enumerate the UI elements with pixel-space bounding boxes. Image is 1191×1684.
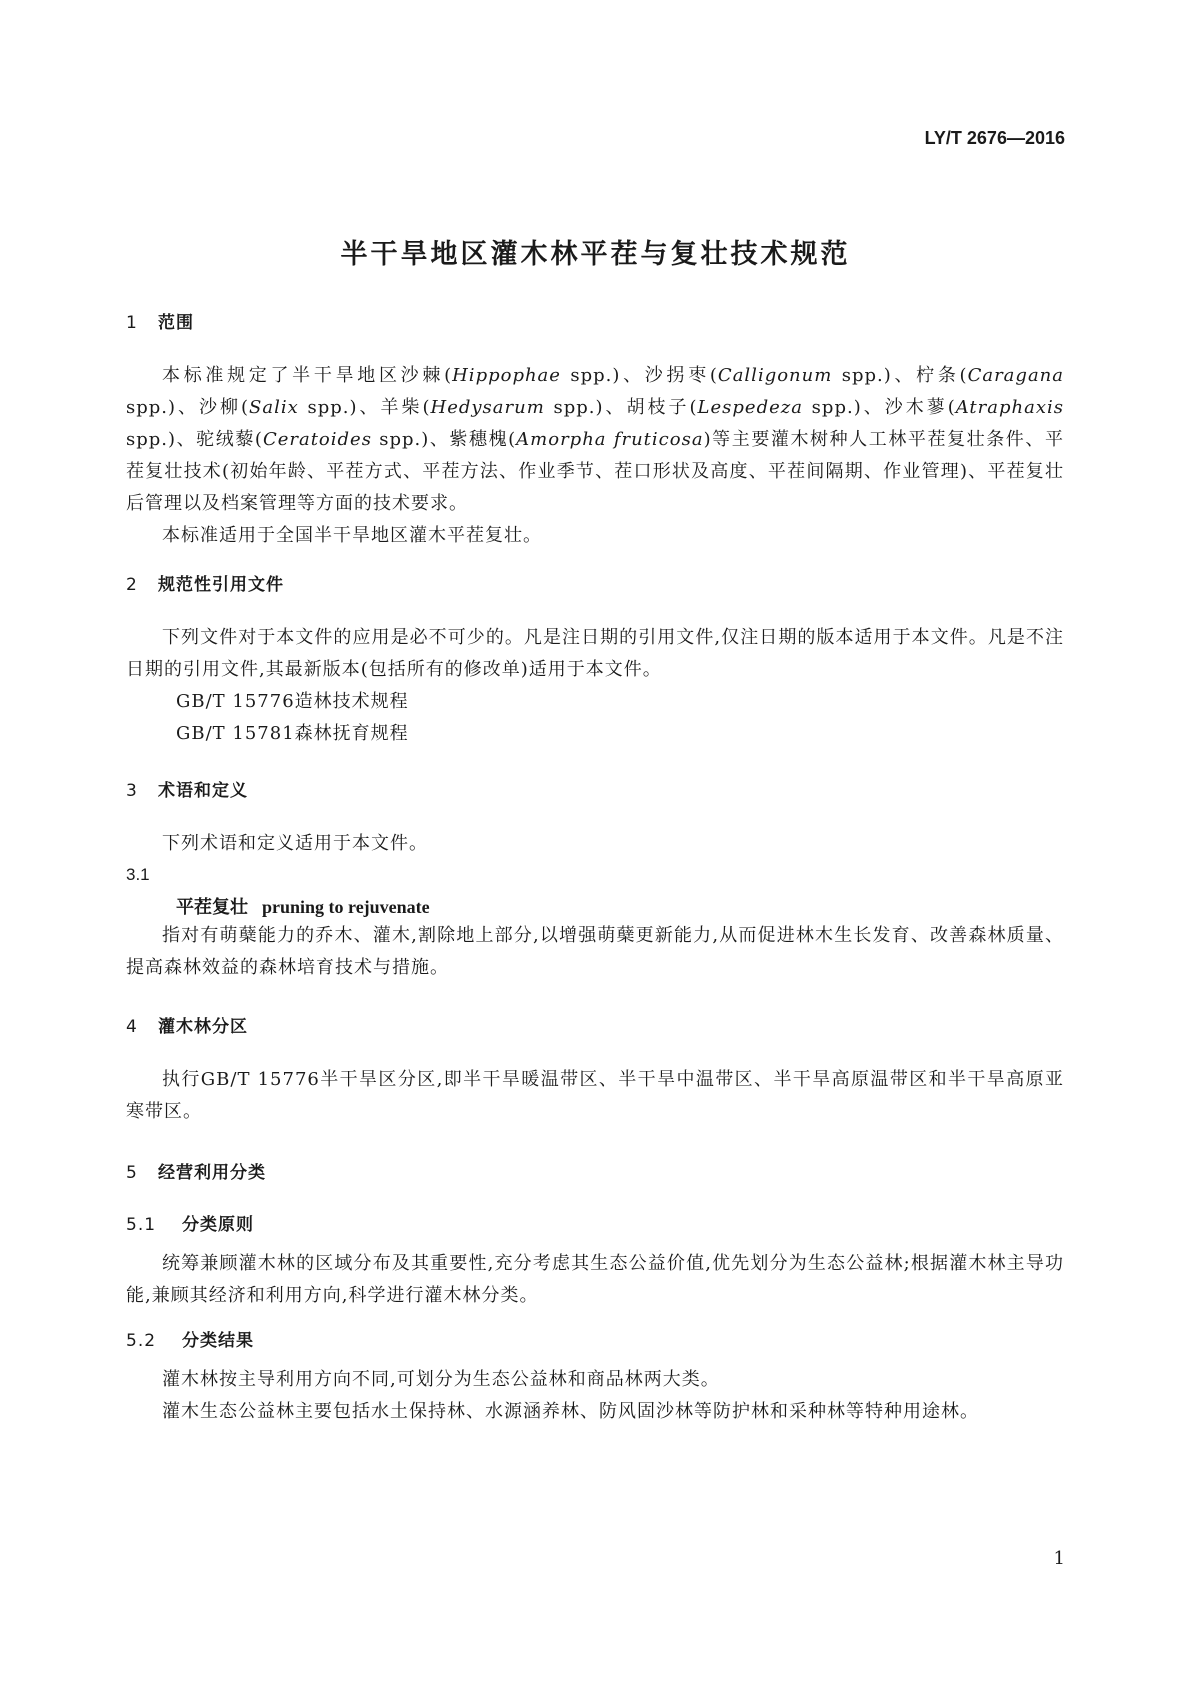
subsection-5-2-paragraph-2: 灌木生态公益林主要包括水土保持林、水源涵养林、防风固沙林等防护林和采种林等特种用途林。: [162, 1401, 979, 1422]
section-title: 规范性引用文件: [158, 575, 284, 595]
subsection-5-1-paragraph: 统筹兼顾灌木林的区域分布及其重要性,充分考虑其生态公益价值,优先划分为生态公益林;根据灌木林主导功能,兼顾其经济和利用方向,科学进行灌木林分类。: [126, 1253, 1064, 1306]
term-number: 3.1: [126, 865, 150, 884]
term-entry: [176, 893, 430, 919]
subsection-number: 5.2: [126, 1331, 157, 1351]
term-chinese: 平茬复壮: [176, 897, 248, 918]
section-1-heading: [126, 308, 194, 333]
reference-item: [176, 718, 409, 750]
subsection-5-2-paragraph-1: 灌木林按主导利用方向不同,可划分为生态公益林和商品林两大类。: [162, 1369, 720, 1390]
section-2-paragraph-1: 下列文件对于本文件的应用是必不可少的。凡是注日期的引用文件,仅注日期的版本适用于本文件。凡是不注日期的引用文件,其最新版本(包括所有的修改单)适用于本文件。: [126, 627, 1064, 680]
subsection-title: 分类结果: [182, 1331, 254, 1351]
term-definition: 指对有萌蘖能力的乔木、灌木,割除地上部分,以增强萌蘖更新能力,从而促进林木生长发育、改善森林质量、提高森林效益的森林培育技术与措施。: [126, 925, 1064, 978]
section-5-heading: [126, 1158, 266, 1183]
section-3-paragraph-1: 下列术语和定义适用于本文件。: [162, 833, 428, 854]
term-english: pruning to rejuvenate: [262, 897, 430, 917]
subsection-5-1-heading: [126, 1210, 254, 1235]
section-title: 术语和定义: [158, 781, 248, 801]
subsection-title: 分类原则: [182, 1215, 254, 1235]
section-2-heading: [126, 570, 284, 595]
section-4-paragraph-1: 执行GB/T 15776半干旱区分区,即半干旱暖温带区、半干旱中温带区、半干旱高原温带区和半干旱高原亚寒带区。: [126, 1069, 1064, 1122]
section-number: 2: [126, 575, 138, 595]
document-title: 半干旱地区灌木林平茬与复壮技术规范: [340, 239, 851, 270]
reference-name: 森林抚育规程: [294, 723, 409, 744]
section-number: 4: [126, 1017, 138, 1037]
section-number: 5: [126, 1163, 138, 1183]
section-1-paragraph-1: 本标准规定了半干旱地区沙棘(Hippophae spp.)、沙拐枣(Calligonum spp.)、柠条(Caragana spp.)、沙柳(Salix spp.)、羊柴(Hedysarum spp.)、胡枝子(Lespedeza spp.)、沙木蓼(Atraphaxis spp.)、驼绒藜(Ceratoides spp.)、紫穗槐(Amorpha fruticosa)等主要灌木树种人工林平茬复壮条件、平茬复壮技术(初始年龄、平茬方式、平茬方法、作业季节、茬口形状及高度、平茬间隔期、作业管理)、平茬复壮后管理以及档案管理等方面的技术要求。: [126, 365, 1064, 514]
reference-code: GB/T 15776: [176, 691, 295, 712]
section-title: 经营利用分类: [158, 1163, 266, 1183]
subsection-number: 5.1: [126, 1215, 157, 1235]
subsection-5-2-heading: [126, 1326, 254, 1351]
reference-code: GB/T 15781: [176, 723, 295, 744]
section-number: 3: [126, 781, 138, 801]
page-number: 1: [1053, 1548, 1065, 1569]
section-title: 范围: [158, 313, 194, 333]
section-title: 灌木林分区: [158, 1017, 248, 1037]
reference-name: 造林技术规程: [294, 691, 409, 712]
standard-code: LY/T 2676—2016: [924, 128, 1065, 148]
reference-item: [176, 686, 409, 718]
section-1-paragraph-2: 本标准适用于全国半干旱地区灌木平茬复壮。: [162, 525, 542, 546]
section-4-heading: [126, 1012, 248, 1037]
section-number: 1: [126, 313, 138, 333]
section-3-heading: [126, 776, 248, 801]
